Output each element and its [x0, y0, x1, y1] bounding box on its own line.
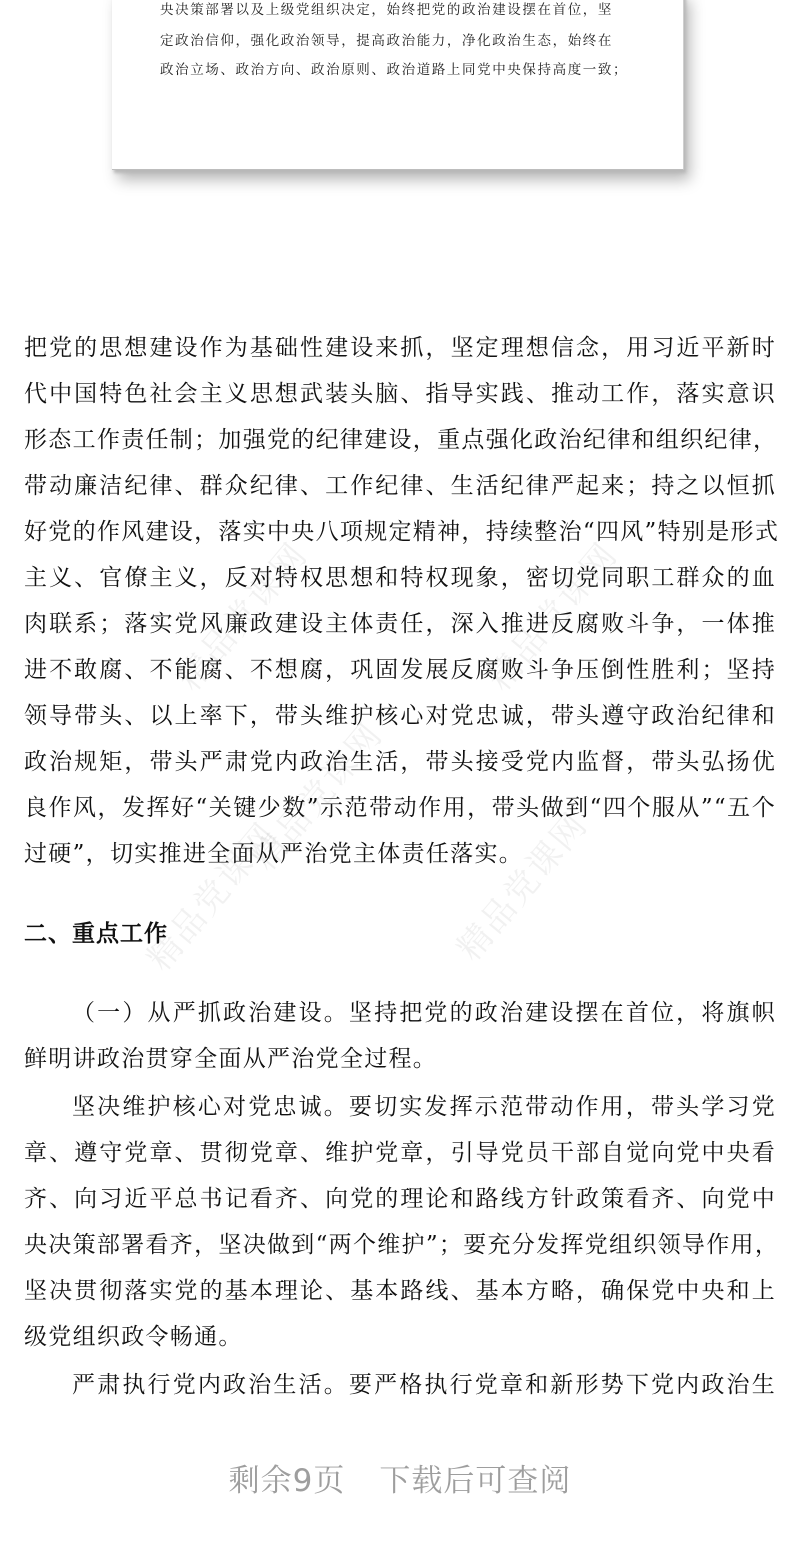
watermark: 精品党课网	[449, 804, 596, 969]
text-line: 良作风，发挥好“关键少数”示范带动作用，带头做到“四个服从”“五个	[24, 795, 776, 821]
text-line: 肉联系；落实党风廉政建设主体责任，深入推进反腐败斗争，一体推	[24, 611, 776, 637]
text-line: 领导带头、以上率下，带头维护核心对党忠诚，带头遵守政治纪律和	[24, 703, 776, 729]
watermark: 精品党课网	[169, 534, 316, 699]
text-line: 带动廉洁纪律、群众纪律、工作纪律、生活纪律严起来；持之以恒抓	[24, 473, 776, 499]
text-line: 级党组织政令畅通。	[24, 1324, 243, 1350]
section-heading: 二、重点工作	[24, 921, 168, 947]
text-line: 央决策部署看齐，坚决做到“两个维护”；要充分发挥党组织领导作用，	[24, 1232, 780, 1258]
watermark: 精品党课网	[139, 814, 286, 979]
text-line: 坚决贯彻落实党的基本理论、基本路线、基本方略，确保党中央和上	[24, 1278, 776, 1304]
text-line: （一）从严抓政治建设。坚持把党的政治建设摆在首位，将旗帜	[72, 1000, 776, 1026]
preview-page-card	[112, 0, 684, 170]
text-line: 齐、向习近平总书记看齐、向党的理论和路线方针政策看齐、向党中	[24, 1186, 776, 1212]
preview-line: 定政治信仰，强化政治领导，提高政治能力，净化政治生态，始终在	[160, 33, 613, 49]
watermark: 精品党课网	[479, 534, 626, 699]
download-prompt[interactable]	[0, 1455, 800, 1500]
text-line: 进不敢腐、不能腐、不想腐，巩固发展反腐败斗争压倒性胜利；坚持	[24, 657, 776, 683]
text-line: 坚决维护核心对党忠诚。要切实发挥示范带动作用，带头学习党	[72, 1094, 776, 1120]
text-line: 鲜明讲政治贯穿全面从严治党全过程。	[24, 1046, 438, 1072]
remaining-pages-label: 剩余9页	[228, 1463, 346, 1499]
watermark: 精品党课网	[244, 714, 391, 879]
text-line: 形态工作责任制；加强党的纪律建设，重点强化政治纪律和组织纪律，	[24, 427, 778, 453]
download-hint-label: 下载后可查阅	[379, 1463, 572, 1499]
text-line: 严肃执行党内政治生活。要严格执行党章和新形势下党内政治生	[72, 1372, 776, 1398]
text-line: 章、遵守党章、贯彻党章、维护党章，引导党员干部自觉向党中央看	[24, 1140, 776, 1166]
text-line: 主义、官僚主义，反对特权思想和特权现象，密切党同职工群众的血	[24, 565, 776, 591]
text-line: 代中国特色社会主义思想武装头脑、指导实践、推动工作，落实意识	[24, 381, 776, 407]
preview-line: 政治立场、政治方向、政治原则、政治道路上同党中央保持高度一致；	[160, 62, 629, 78]
text-line: 过硬”，切实推进全面从严治党主体责任落实。	[24, 841, 524, 867]
text-line: 把党的思想建设作为基础性建设来抓，坚定理想信念，用习近平新时	[24, 335, 776, 361]
preview-line: 央决策部署以及上级党组织决定，始终把党的政治建设摆在首位，坚	[160, 2, 613, 18]
text-line: 政治规矩，带头严肃党内政治生活，带头接受党内监督，带头弘扬优	[24, 749, 776, 775]
text-line: 好党的作风建设，落实中央八项规定精神，持续整治“四风”特别是形式	[24, 519, 780, 545]
